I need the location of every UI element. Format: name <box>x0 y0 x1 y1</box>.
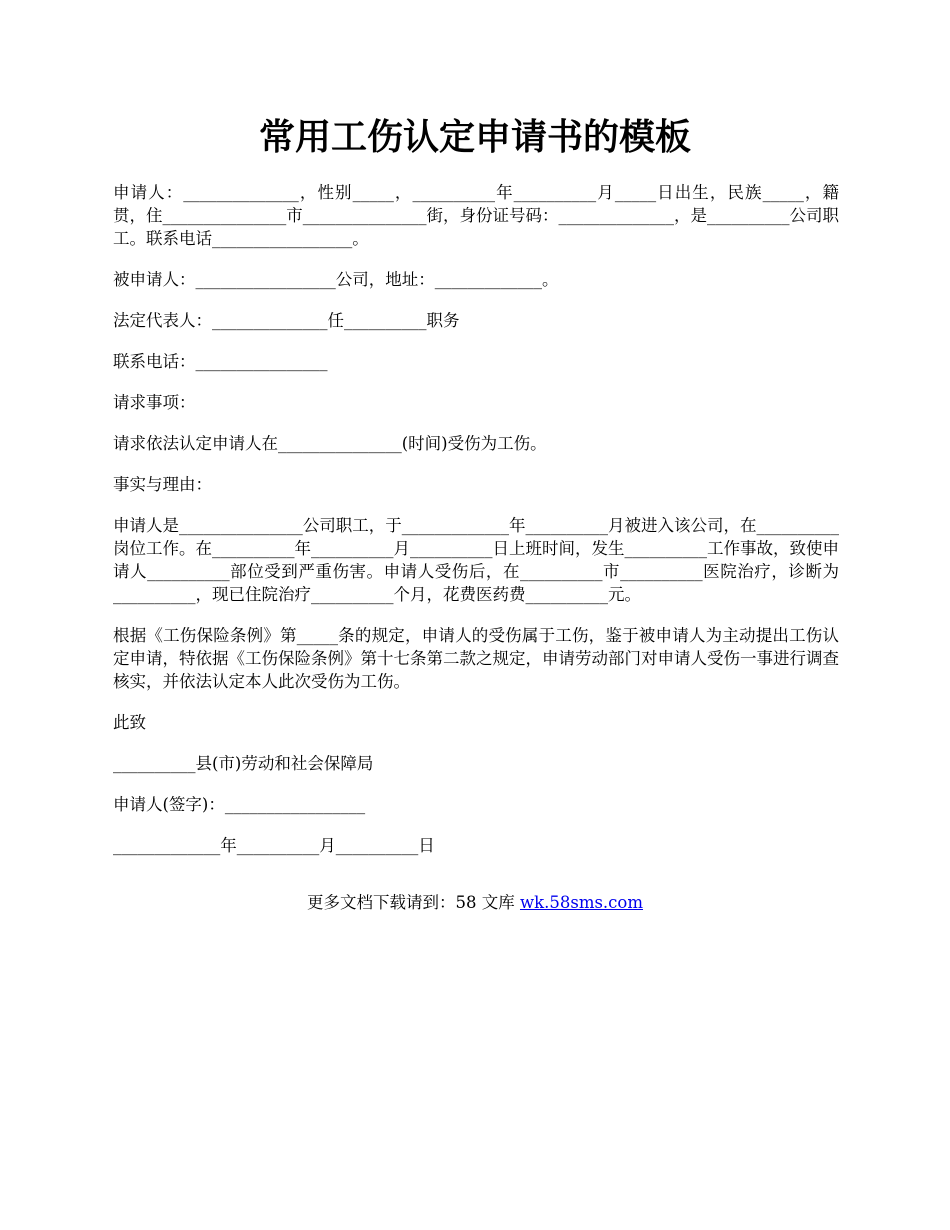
request-paragraph: 请求依法认定申请人在_______________(时间)受伤为工伤。 <box>113 434 547 453</box>
respondent-paragraph: 被申请人：_________________公司，地址：_____________。 <box>113 270 559 289</box>
signature-date: _____________年__________月__________日 <box>113 836 435 855</box>
legal-basis-paragraph: 根据《工伤保险条例》第_____条的规定，申请人的受伤属于工伤，鉴于被申请人为主动提出工伤认定申请，特依据《工伤保险条例》第十七条第二款之规定，申请劳动部门对申请人受伤一事进行调查核实，并依法认定本人此次受伤为工伤。 <box>113 626 839 691</box>
document-body <box>113 181 839 875</box>
footer-link[interactable]: wk.58sms.com <box>519 893 643 912</box>
request-heading: 请求事项： <box>113 393 196 412</box>
document-title: 常用工伤认定申请书的模板 <box>258 116 691 158</box>
salutation: 此致 <box>113 713 146 732</box>
recipient-bureau: __________县(市)劳动和社会保障局 <box>113 754 374 773</box>
facts-paragraph: 申请人是_______________公司职工，于_____________年__________月被进入该公司，在__________岗位工作。在__________年__________月__________日上班时间，发生__________工作事故，致使申请人__________部位受到严重伤害。申请人受伤后，在__________市__________医院治疗，诊断为__________，现已住院治疗__________个月，花费医药费__________元。 <box>113 516 839 604</box>
download-footer <box>0 891 950 914</box>
legal-representative-paragraph: 法定代表人：______________任__________职务 <box>113 311 460 330</box>
contact-phone-paragraph: 联系电话：________________ <box>113 352 328 371</box>
applicant-signature: 申请人(签字)：_________________ <box>113 795 366 814</box>
applicant-info-paragraph: 申请人：______________，性别_____，__________年__________月_____日出生，民族_____，籍贯，住_______________市_______________街，身份证号码：______________，是__________公司职工。联系电话_________________。 <box>113 183 839 248</box>
footer-text: 更多文档下载请到：58 文库 <box>306 893 520 912</box>
facts-heading: 事实与理由： <box>113 475 212 494</box>
